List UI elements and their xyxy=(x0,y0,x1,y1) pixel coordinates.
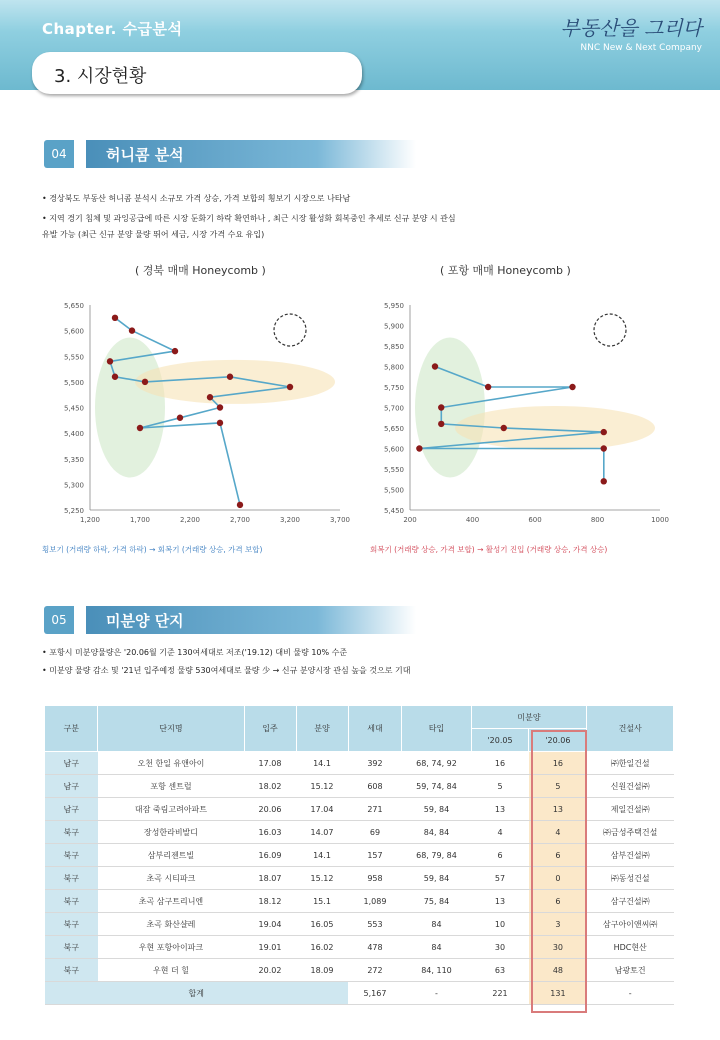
table-cell: ㈜금성주택건설 xyxy=(587,821,674,844)
table-cell: HDC현산 xyxy=(587,936,674,959)
bullet-1: • 경상북도 부동산 허니콤 분석시 소규모 가격 상승, 가격 보합의 횡보기 시장으로 나타남 xyxy=(42,194,351,203)
data-point xyxy=(112,374,118,380)
brand-logo xyxy=(560,12,702,53)
table-cell: 삼구건설㈜ xyxy=(587,890,674,913)
cycle-diagram xyxy=(274,314,306,346)
header-complex: 단지명 xyxy=(98,706,244,752)
table-cell: 15.12 xyxy=(296,775,348,798)
table-cell: 16.03 xyxy=(244,821,296,844)
table-cell: 271 xyxy=(348,798,402,821)
table-cell: 608 xyxy=(348,775,402,798)
y-tick-label: 5,550 xyxy=(63,353,84,362)
table-cell: 초곡 시티파크 xyxy=(98,867,244,890)
table-cell: 68, 74, 92 xyxy=(402,752,471,775)
x-tick-label: 1,700 xyxy=(129,516,151,524)
june-highlight-box xyxy=(531,730,587,1013)
table-cell: ㈜한일건설 xyxy=(587,752,674,775)
x-tick-label: 2,700 xyxy=(229,516,251,524)
data-point xyxy=(438,404,444,410)
y-tick-label: 5,300 xyxy=(63,481,84,490)
table-cell: 삼구아이앤씨㈜ xyxy=(587,913,674,936)
total-type: - xyxy=(402,982,471,1005)
table-cell: 84, 84 xyxy=(402,821,471,844)
table-cell: 남광토건 xyxy=(587,959,674,982)
table-cell: 18.02 xyxy=(244,775,296,798)
chart-right-title: ( 포항 매매 Honeycomb ) xyxy=(440,264,571,277)
honeycomb-chart-gyeongbuk xyxy=(40,285,360,535)
table-cell: 59, 84 xyxy=(402,798,471,821)
table-cell: 제일건설㈜ xyxy=(587,798,674,821)
table-cell: 13 xyxy=(471,798,529,821)
total-label: 합계 xyxy=(45,982,349,1005)
x-tick-label: 800 xyxy=(590,516,605,524)
data-point xyxy=(601,445,607,451)
table-cell: 59, 84 xyxy=(402,867,471,890)
table-cell: 68, 79, 84 xyxy=(402,844,471,867)
y-tick-label: 5,350 xyxy=(63,455,84,464)
data-point xyxy=(485,384,491,390)
y-tick-label: 5,400 xyxy=(63,430,84,439)
table-cell: 4 xyxy=(529,821,587,844)
x-tick-label: 200 xyxy=(403,516,417,524)
table-cell: 3 xyxy=(529,913,587,936)
header-households: 세대 xyxy=(348,706,402,752)
x-tick-label: 1,200 xyxy=(79,516,101,524)
brand-subtitle: NNC New & Next Company xyxy=(580,43,702,53)
table-cell: 1,089 xyxy=(348,890,402,913)
page-title: 3. 시장현황 xyxy=(54,66,147,87)
table-cell: 13 xyxy=(529,798,587,821)
y-tick-label: 5,650 xyxy=(383,425,404,433)
data-point xyxy=(129,327,135,333)
table-cell: 우현 포항아이파크 xyxy=(98,936,244,959)
data-point xyxy=(112,315,118,321)
table-cell: 신원건설㈜ xyxy=(587,775,674,798)
chart-left-title: ( 경북 매매 Honeycomb ) xyxy=(135,264,266,277)
header-unsold: 미분양 xyxy=(471,706,587,729)
data-point xyxy=(217,420,223,426)
zone-recovery xyxy=(415,338,485,478)
table-cell: 15.1 xyxy=(296,890,348,913)
bullet-2: • 지역 경기 침체 및 과잉공급에 따른 시장 둔화기 하락 확연하나 , 최근 시장 활성화 회복중인 추세로 신규 분양 시 관심 xyxy=(42,214,456,223)
table-cell: 10 xyxy=(471,913,529,936)
y-tick-label: 5,800 xyxy=(383,363,404,372)
header-type: 타입 xyxy=(402,706,471,752)
table-cell: 우현 더 힐 xyxy=(98,959,244,982)
table-cell: 포항 센트럴 xyxy=(98,775,244,798)
data-point xyxy=(287,384,293,390)
table-cell: 13 xyxy=(471,890,529,913)
table-cell: 북구 xyxy=(45,867,98,890)
table-cell: 478 xyxy=(348,936,402,959)
table-cell: 84 xyxy=(402,936,471,959)
table-cell: 30 xyxy=(529,936,587,959)
table-cell: ㈜동성건설 xyxy=(587,867,674,890)
header-gu: 구분 xyxy=(45,706,98,752)
brand-name: 부동산을 그리다 xyxy=(560,16,702,40)
y-tick-label: 5,550 xyxy=(383,466,404,474)
section-title: 허니콤 분석 xyxy=(106,146,184,164)
chapter-label: Chapter. 수급분석 xyxy=(42,20,183,38)
total-may: 221 xyxy=(471,982,529,1005)
y-tick-label: 5,600 xyxy=(63,327,84,336)
table-cell: 59, 74, 84 xyxy=(402,775,471,798)
data-point xyxy=(601,478,607,484)
table-cell: 157 xyxy=(348,844,402,867)
y-tick-label: 5,250 xyxy=(63,507,84,515)
data-point xyxy=(207,394,213,400)
table-cell: 6 xyxy=(529,844,587,867)
table-cell: 6 xyxy=(529,890,587,913)
table-cell: 84, 110 xyxy=(402,959,471,982)
table-cell: 북구 xyxy=(45,959,98,982)
table-cell: 북구 xyxy=(45,936,98,959)
y-tick-label: 5,650 xyxy=(63,302,84,310)
table-cell: 4 xyxy=(471,821,529,844)
bullet-5: • 미분양 물량 감소 및 '21년 입주예정 물량 530여세대로 물량 少 → 신규 분양시장 관심 높을 것으로 기대 xyxy=(42,666,411,675)
y-tick-label: 5,700 xyxy=(383,404,404,413)
cycle-diagram xyxy=(594,314,626,346)
table-cell: 남구 xyxy=(45,775,98,798)
table-cell: 0 xyxy=(529,867,587,890)
table-cell: 30 xyxy=(471,936,529,959)
honeycomb-chart-pohang xyxy=(360,285,680,535)
section-number: 04 xyxy=(44,140,74,168)
data-point xyxy=(227,374,233,380)
header-builder: 건설사 xyxy=(587,706,674,752)
table-cell: 18.12 xyxy=(244,890,296,913)
table-cell: 392 xyxy=(348,752,402,775)
table-cell: 14.1 xyxy=(296,752,348,775)
table-cell: 20.02 xyxy=(244,959,296,982)
data-point xyxy=(501,425,507,431)
x-tick-label: 3,200 xyxy=(279,516,301,524)
table-cell: 17.04 xyxy=(296,798,348,821)
table-cell: 6 xyxy=(471,844,529,867)
y-tick-label: 5,900 xyxy=(383,322,404,331)
total-builder: - xyxy=(587,982,674,1005)
x-tick-label: 2,200 xyxy=(179,516,201,524)
data-point xyxy=(237,502,243,508)
data-point xyxy=(601,429,607,435)
table-cell: 19.04 xyxy=(244,913,296,936)
table-cell: 초곡 삼구트리니엔 xyxy=(98,890,244,913)
table-cell: 남구 xyxy=(45,752,98,775)
table-cell: 16.02 xyxy=(296,936,348,959)
table-cell: 16 xyxy=(471,752,529,775)
y-tick-label: 5,950 xyxy=(383,302,404,310)
table-cell: 14.1 xyxy=(296,844,348,867)
chart-left-footnote: 횡보기 (거래량 하락, 가격 하락) → 회복기 (거래량 상승, 가격 보합) xyxy=(42,545,263,554)
data-point xyxy=(438,421,444,427)
x-tick-label: 1000 xyxy=(651,516,669,524)
table-cell: 84 xyxy=(402,913,471,936)
table-cell: 북구 xyxy=(45,821,98,844)
x-tick-label: 3,700 xyxy=(329,516,351,524)
data-point xyxy=(217,404,223,410)
table-cell: 15.12 xyxy=(296,867,348,890)
x-tick-label: 600 xyxy=(528,516,542,524)
table-cell: 18.09 xyxy=(296,959,348,982)
y-tick-label: 5,500 xyxy=(383,486,404,495)
table-cell: 북구 xyxy=(45,913,98,936)
table-cell: 69 xyxy=(348,821,402,844)
table-cell: 75, 84 xyxy=(402,890,471,913)
header-movein: 입주 xyxy=(244,706,296,752)
table-cell: 958 xyxy=(348,867,402,890)
bullet-4: • 포항시 미분양물량은 '20.06월 기준 130여세대로 저조('19.12) 대비 물량 10% 수준 xyxy=(42,648,348,657)
header-jun: '20.06 xyxy=(529,729,587,752)
total-jun: 131 xyxy=(529,982,587,1005)
table-cell: 57 xyxy=(471,867,529,890)
chart-right-footnote: 회복기 (거래량 상승, 가격 보합) → 활성기 진입 (거래량 상승, 가격 상승) xyxy=(370,545,608,554)
table-cell: 272 xyxy=(348,959,402,982)
bullet-3: 유발 가능 (최근 신규 분양 물량 뛰어 세금, 시장 가격 수요 유입) xyxy=(42,230,265,239)
total-households: 5,167 xyxy=(348,982,402,1005)
table-cell: 삼부리젠트빌 xyxy=(98,844,244,867)
section-title: 미분양 단지 xyxy=(106,612,184,630)
y-tick-label: 5,500 xyxy=(63,378,84,387)
zone-active xyxy=(135,360,335,404)
table-cell: 16.09 xyxy=(244,844,296,867)
table-cell: 18.07 xyxy=(244,867,296,890)
table-cell: 553 xyxy=(348,913,402,936)
header-may: '20.05 xyxy=(471,729,529,752)
data-point xyxy=(142,379,148,385)
table-cell: 대잠 죽림고려아파트 xyxy=(98,798,244,821)
y-tick-label: 5,850 xyxy=(383,343,404,351)
x-tick-label: 400 xyxy=(465,516,480,524)
table-cell: 17.08 xyxy=(244,752,296,775)
table-cell: 삼부건설㈜ xyxy=(587,844,674,867)
y-tick-label: 5,600 xyxy=(383,445,404,454)
table-cell: 63 xyxy=(471,959,529,982)
table-cell: 남구 xyxy=(45,798,98,821)
table-cell: 5 xyxy=(471,775,529,798)
table-cell: 16 xyxy=(529,752,587,775)
section-header-unsold xyxy=(44,606,444,634)
data-point xyxy=(137,425,143,431)
data-point xyxy=(172,348,178,354)
table-cell: 14.07 xyxy=(296,821,348,844)
table-cell: 북구 xyxy=(45,844,98,867)
header-sale: 분양 xyxy=(296,706,348,752)
table-cell: 5 xyxy=(529,775,587,798)
table-cell: 16.05 xyxy=(296,913,348,936)
y-tick-label: 5,450 xyxy=(383,507,404,515)
data-point xyxy=(569,384,575,390)
table-cell: 19.01 xyxy=(244,936,296,959)
y-tick-label: 5,450 xyxy=(63,404,84,413)
data-point xyxy=(432,363,438,369)
table-cell: 48 xyxy=(529,959,587,982)
section-header-honeycomb xyxy=(44,140,444,168)
y-tick-label: 5,750 xyxy=(383,384,404,392)
data-point xyxy=(177,415,183,421)
table-cell: 20.06 xyxy=(244,798,296,821)
table-cell: 초곡 화산샬레 xyxy=(98,913,244,936)
section-number: 05 xyxy=(44,606,74,634)
data-point xyxy=(107,358,113,364)
table-cell: 장성한라비발디 xyxy=(98,821,244,844)
data-point xyxy=(416,445,422,451)
table-cell: 북구 xyxy=(45,890,98,913)
table-cell: 오천 한일 유앤아이 xyxy=(98,752,244,775)
